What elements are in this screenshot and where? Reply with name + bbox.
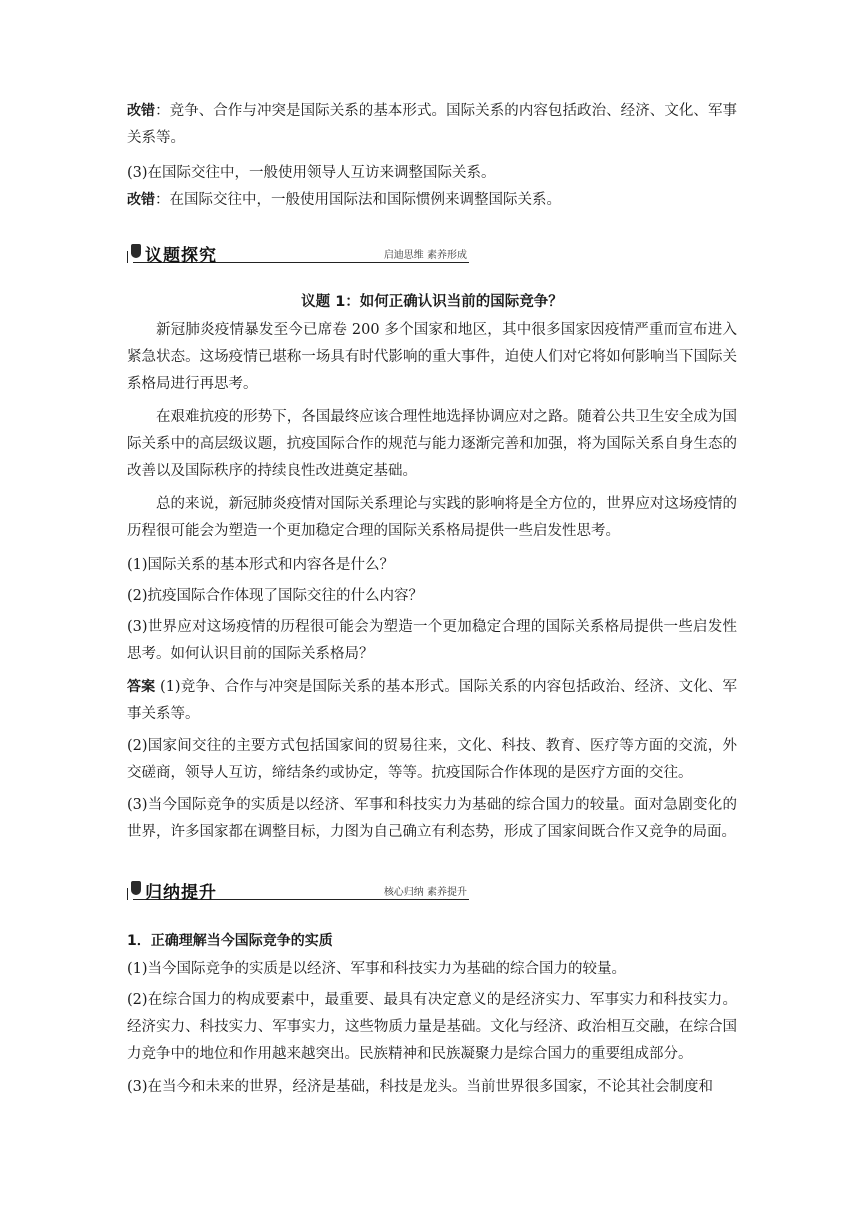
question-1: (1)国际关系的基本形式和内容各是什么？: [127, 557, 395, 573]
answer-2: (2)国家间交往的主要方式包括国家间的贸易往来，文化、科技、教育、医疗等方面的交流，外交磋商，领导人互访，缔结条约或协定，等等。抗疫国际合作体现的是医疗方面的交往。: [127, 738, 737, 781]
section-subtitle: 核心归纳 素养提升: [383, 887, 467, 898]
answer-3: (3)当今国际竞争的实质是以经济、军事和科技实力为基础的综合国力的较量。面对急剧变化的世界，许多国家都在调整目标，力图为自己确立有利态势，形成了国家间既合作又竞争的局面。: [127, 797, 737, 840]
topic-paragraph-3: 总的来说，新冠肺炎疫情对国际关系理论与实践的影响将是全方位的，世界应对这场疫情的历程很可能会为塑造一个更加稳定合理的国际关系格局提供一些启发性思考。: [127, 496, 737, 539]
statement-3: (3)在国际交往中，一般使用领导人互访来调整国际关系。: [127, 165, 496, 181]
section-subtitle: 启迪思维 素养形成: [383, 250, 467, 261]
answer-text: (1)竞争、合作与冲突是国际关系的基本形式。国际关系的内容包括政治、经济、文化、军事关系等。: [127, 679, 738, 722]
summary-heading: 1．正确理解当今国际竞争的实质: [127, 933, 333, 949]
bookmark-icon: [131, 244, 141, 258]
bookmark-icon: [131, 881, 141, 895]
topic-title: 议题 1：如何正确认识当前的国际竞争？: [301, 294, 563, 310]
section-banner-explore: [127, 241, 469, 266]
correction-text: ：在国际交往中，一般使用国际法和国际惯例来调整国际关系。: [155, 192, 561, 208]
answer-label: 答案: [127, 679, 156, 695]
summary-point-2: (2)在综合国力的构成要素中，最重要、最具有决定意义的是经济实力、军事实力和科技实力。经济实力、科技实力、军事实力，这些物质力量是基础。文化与经济、政治相互交融，在综合国力竞争中的地位和作用越来越突出。民族精神和民族凝聚力是综合国力的重要组成部分。: [127, 992, 737, 1062]
summary-point-1: (1)当今国际竞争的实质是以经济、军事和科技实力为基础的综合国力的较量。: [127, 961, 627, 977]
section-banner-summary: [127, 878, 469, 903]
correction-label: 改错: [127, 192, 155, 208]
topic-paragraph-2: 在艰难抗疫的形势下，各国最终应该合理性地选择协调应对之路。随着公共卫生安全成为国际关系中的高层级议题，抗疫国际合作的规范与能力逐渐完善和加强，将为国际关系自身生态的改善以及国际秩序的持续良性改进奠定基础。: [127, 409, 737, 479]
answer-1: [127, 674, 737, 728]
section-title: 归纳提升: [145, 883, 217, 903]
topic-paragraph-1: 新冠肺炎疫情暴发至今已席卷 200 多个国家和地区，其中很多国家因疫情严重而宣布进入紧急状态。这场疫情已堪称一场具有时代影响的重大事件，迫使人们对它将如何影响当下国际关系格局进行再思考。: [127, 322, 737, 392]
correction-text: ：竞争、合作与冲突是国际关系的基本形式。国际关系的内容包括政治、经济、文化、军事关系等。: [127, 103, 738, 146]
correction-paragraph-2: [127, 187, 737, 214]
question-2: (2)抗疫国际合作体现了国际交往的什么内容？: [127, 588, 424, 604]
section-title: 议题探究: [145, 246, 217, 266]
correction-paragraph-1: [127, 98, 737, 152]
question-3: (3)世界应对这场疫情的历程很可能会为塑造一个更加稳定合理的国际关系格局提供一些启发性思考。如何认识目前的国际关系格局？: [127, 619, 737, 662]
summary-point-3: (3)在当今和未来的世界，经济是基础，科技是龙头。当前世界很多国家，不论其社会制度和: [127, 1079, 714, 1095]
correction-label: 改错: [127, 103, 156, 119]
